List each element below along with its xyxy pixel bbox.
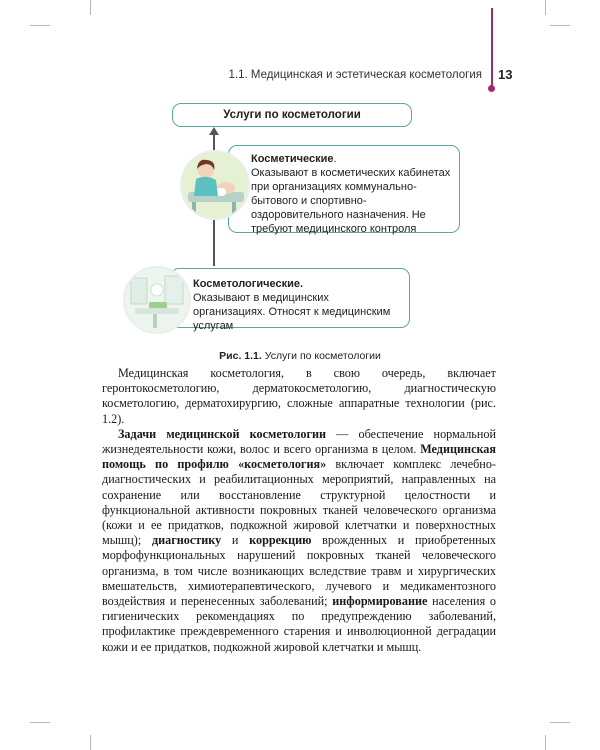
cosmetic-title-suffix: . — [333, 153, 337, 165]
cosmetologist-illustration — [180, 150, 250, 220]
cosmetic-text: Оказывают в косметических кабинетах при организациях коммунально-бытового и спортивно-оздоровительного назначения. Не требуют медицинского контроля — [251, 167, 451, 235]
crop-mark — [545, 0, 546, 15]
crop-mark — [550, 722, 570, 723]
crop-mark — [90, 0, 91, 15]
page-number: 13 — [498, 67, 513, 82]
term-diagnostics: диагностику — [151, 533, 222, 548]
header-accent-dot — [488, 85, 495, 92]
running-header-title: 1.1. Медицинская и эстетическая косметология — [228, 69, 482, 81]
term-correction: коррекцию — [249, 533, 312, 548]
medical-title: Косметологические. — [193, 278, 304, 290]
term-informing: информирование — [332, 594, 428, 609]
crop-mark — [30, 25, 50, 26]
crop-mark — [545, 735, 546, 750]
crop-mark — [550, 25, 570, 26]
caption-text: Услуги по косметологии — [264, 350, 381, 362]
cosmetology-services-box — [170, 268, 410, 332]
crop-mark — [90, 735, 91, 750]
text-span: — обеспечение нормальной жизнедеятельности кожи, волос и всего организма в целом. — [102, 426, 496, 457]
medical-text: Оказывают в медицинских организациях. Относят к медицинским услугам — [193, 292, 391, 332]
paragraph-2 — [102, 427, 496, 655]
header-accent-line — [491, 8, 493, 88]
cosmetic-title: Косметические — [251, 153, 334, 165]
paragraph-1: Медицинская косметология, в свою очередь, включает геронтокосметологию, дерматокосметологию, диагностическую косметологию, дерматохирургию, сложные аппаратные технологии (рис. 1.2). — [102, 366, 496, 426]
body-text — [102, 366, 496, 655]
text-span: населения о гигиенических рекомендациях по предупреждению заболеваний, профилактике преждевременного старения и инволюционной деградации кожи и ее придатков, подкожной жировой клетчатки и мышц. — [102, 594, 496, 654]
term-medical-help: Медицинская помощь по профилю «косметология» — [102, 442, 496, 472]
text-span: включает комплекс лечебно-диагностических и реабилитационных мероприятий, направленных на сохранение или восстановление структурной целостности и функциональной активности покровных тканей человеческого организма (кожи и ее придатков, подкожной жировой клетчатки и поверхностных мышц); — [102, 457, 496, 548]
text-span: и — [221, 533, 250, 548]
term-tasks: Задачи медицинской косметологии — [118, 426, 327, 441]
figure-caption — [0, 350, 600, 362]
services-box: Услуги по косметологии — [172, 103, 412, 127]
text-span: врожденных и приобретенных морфофункциональных нарушений покровных тканей человеческого организма, в том числе возникающих вследствие травм и хирургических вмешательств, химиотерапевтического, лучевого и медикаментозного воздействия и перенесенных заболеваний; — [102, 533, 496, 609]
cosmetic-services-box — [228, 145, 460, 233]
crop-mark — [30, 722, 50, 723]
caption-label: Рис. 1.1. — [219, 350, 262, 362]
clinic-illustration — [123, 266, 191, 334]
